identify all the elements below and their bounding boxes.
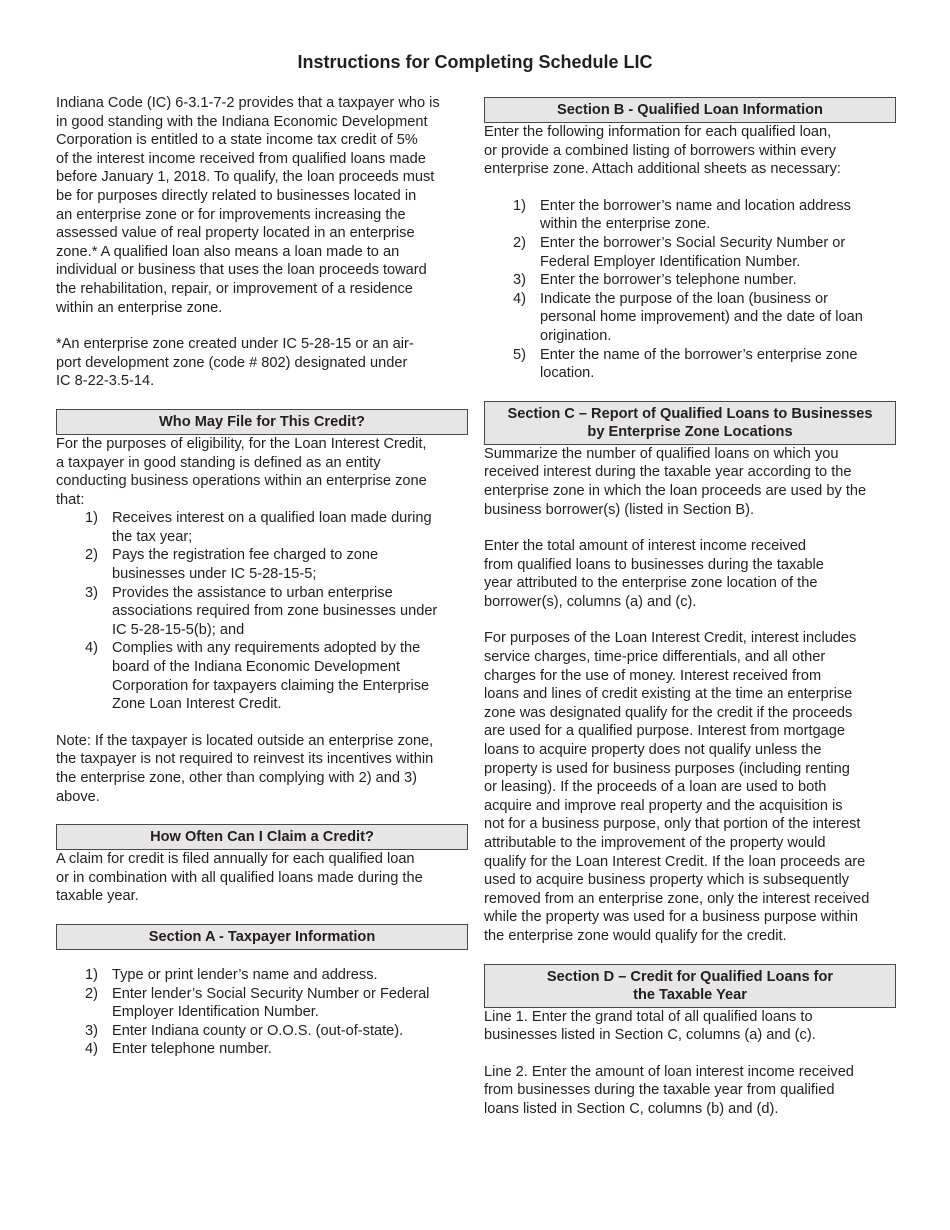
section-c-heading: Section C – Report of Qualified Loans to Businesses by Enterprise Zone Locations xyxy=(484,401,896,445)
list-item: 2) Enter the borrower’s Social Security Number or Federal Employer Identification Number. xyxy=(513,234,846,270)
who-may-file-text: For the purposes of eligibility, for the Loan Interest Credit, a taxpayer in good standing is defined as an entity conducting business operations within an enterprise zone that: xyxy=(56,435,427,508)
section-d-line-2: Line 2. Enter the amount of loan interest income received from businesses during the taxable year from qualified loans listed in Section C, columns (b) and (d). xyxy=(484,1063,854,1117)
section-c-paragraph-2: Enter the total amount of interest income received from qualified loans to businesses during the taxable year attributed to the enterprise zone location of the borrower(s), columns (a) and (c). xyxy=(484,538,824,610)
page-title: Instructions for Completing Schedule LIC xyxy=(297,52,653,72)
list-item: 3) Enter the borrower’s telephone number. xyxy=(513,272,797,289)
section-a-heading: Section A - Taxpayer Information xyxy=(56,924,468,950)
section-b-heading: Section B - Qualified Loan Information xyxy=(484,97,896,123)
list-item: 2) Enter lender’s Social Security Number or Federal Employer Identification Number. xyxy=(85,985,430,1021)
outside-zone-note: Note: If the taxpayer is located outside an enterprise zone, the taxpayer is not required to reinvest its incentives within the enterprise zone, other than complying with 2) and 3) above. xyxy=(56,732,434,805)
section-a-list xyxy=(56,966,468,1059)
list-item: 4) Complies with any requirements adopted by the board of the Indiana Economic Development Corporation for taxpayers claiming the Enterprise Zone Loan Interest Credit. xyxy=(85,640,430,713)
section-c-paragraph-1: Summarize the number of qualified loans on which you received interest during the taxable year according to the enterprise zone in which the loan proceeds are used by the business borrower(s) (listed in Section B). xyxy=(484,445,867,518)
who-may-file-list xyxy=(56,509,468,714)
list-item: 1) Receives interest on a qualified loan made during the tax year; xyxy=(85,510,432,545)
enterprise-zone-footnote: *An enterprise zone created under IC 5-28-15 or an air- port development zone (code # 802) designated under IC 8-22-3.5-14. xyxy=(56,336,414,390)
right-column xyxy=(484,97,896,1119)
list-item: 2) Pays the registration fee charged to zone businesses under IC 5-28-15-5; xyxy=(85,547,379,583)
intro-paragraph: Indiana Code (IC) 6-3.1-7-2 provides that a taxpayer who is in good standing with the Indiana Economic Development Corporation is entitled to a state income tax credit of 5% of the interest income received from qualified loans made before January 1, 2018. To qualify, the loan proceeds must be for purposes directly related to businesses located in an enterprise zone or for improvements increasing the assessed value of real property located in an enterprise zone.* A qualified loan also means a loan made to an individual or business that uses the loan proceeds toward the rehabilitation, repair, or improvement of a residence within an enterprise zone. xyxy=(56,95,440,316)
section-d-heading: Section D – Credit for Qualified Loans for the Taxable Year xyxy=(484,964,896,1008)
section-c-paragraph-3: For purposes of the Loan Interest Credit, interest includes service charges, time-price differentials, and all other charges for the use of money. Interest received from loans and lines of credit existing at the time an enterprise zone was designated qualify for the credit if the proceeds are used for a qualified purpose. Interest from mortgage loans to acquire property does not qualify unless the property is used for business purposes (including renting or leasing). If the proceeds of a loan are used to both acquire and improve real property and the acquisition is not for a business purpose, only that portion of the interest attributable to the improvement of the property would qualify for the Loan Interest Credit. If the loan proceeds are used to acquire business property which is subsequently removed from an enterprise zone, only the interest received while the property was used for a business purpose within the enterprise zone would qualify for the credit. xyxy=(484,630,870,944)
how-often-text: A claim for credit is filed annually for each qualified loan or in combination with all qualified loans made during the taxable year. xyxy=(56,851,423,905)
who-may-file-heading: Who May File for This Credit? xyxy=(56,409,468,435)
left-column xyxy=(56,94,468,1059)
list-item: 4) Indicate the purpose of the loan (business or personal home improvement) and the date of loan origination. xyxy=(513,290,863,344)
section-b-text: Enter the following information for each qualified loan, or provide a combined listing of borrowers within every enterprise zone. Attach additional sheets as necessary: xyxy=(484,124,841,178)
section-b-list xyxy=(484,197,896,383)
list-item: 3) Enter Indiana county or O.O.S. (out-of-state). xyxy=(85,1022,404,1039)
list-item: 3) Provides the assistance to urban enterprise associations required from zone businesses under IC 5-28-15-5(b); and xyxy=(85,584,438,638)
list-item: 4) Enter telephone number. xyxy=(85,1041,272,1058)
list-item: 1) Enter the borrower’s name and location address within the enterprise zone. xyxy=(513,197,851,233)
list-item: 1) Type or print lender’s name and address. xyxy=(85,966,378,983)
section-d-line-1: Line 1. Enter the grand total of all qualified loans to businesses listed in Section C, columns (a) and (c). xyxy=(484,1008,816,1044)
how-often-heading: How Often Can I Claim a Credit? xyxy=(56,824,468,850)
list-item: 5) Enter the name of the borrower’s enterprise zone location. xyxy=(513,346,858,382)
